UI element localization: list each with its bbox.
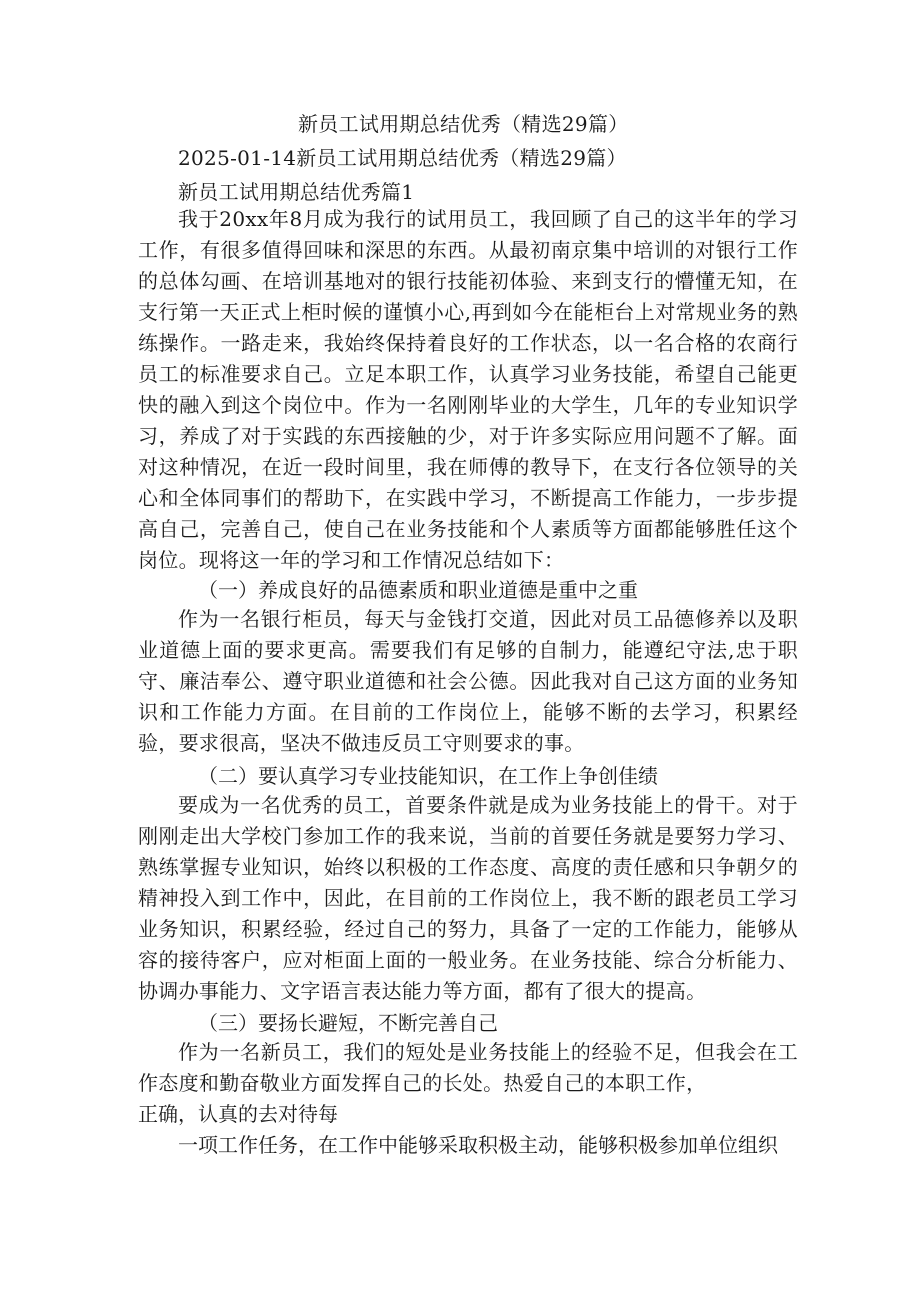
article-heading: 新员工试用期总结优秀篇1 xyxy=(178,180,415,204)
section3-heading: （三）要扬长避短，不断完善自己 xyxy=(198,1011,498,1035)
section3-paragraph: 作为一名新员工，我们的短处是业务技能上的经验不足，但我会在工作态度和勤奋敬业方面发挥自己的长处。热爱自己的本职工作， xyxy=(138,1040,798,1095)
section1-heading: （一）养成良好的品德素质和职业道德是重中之重 xyxy=(198,578,638,602)
section3-line2: 正确，认真的去对待每 xyxy=(138,1102,338,1126)
section2-heading: （二）要认真学习专业技能知识，在工作上争创佳绩 xyxy=(198,764,658,788)
section1-paragraph: 作为一名银行柜员，每天与金钱打交道，因此对员工品德修养以及职业道德上面的要求更高。需要我们有足够的自制力，能遵纪守法,忠于职守、廉洁奉公、遵守职业道德和社会公德。因此我对自己这方面的业务知识和工作能力方面。在目前的工作岗位上，能够不断的去学习，积累经验，要求很高，坚决不做违反员工守则要求的事。 xyxy=(138,607,798,755)
document-title: 新员工试用期总结优秀（精选29篇） xyxy=(298,112,629,136)
section2-paragraph: 要成为一名优秀的员工，首要条件就是成为业务技能上的骨干。对于刚刚走出大学校门参加工作的我来说，当前的首要任务就是要努力学习、熟练掌握专业知识，始终以积极的工作态度、高度的责任感和只争朝夕的精神投入到工作中，因此，在目前的工作岗位上，我不断的跟老员工学习业务知识，积累经验，经过自己的努力，具备了一定的工作能力，能够从容的接待客户，应对柜面上面的一般业务。在业务技能、综合分析能力、协调办事能力、文字语言表达能力等方面，都有了很大的提高。 xyxy=(138,793,798,1003)
section3-line3: 一项工作任务，在工作中能够采取积极主动，能够积极参加单位组织 xyxy=(178,1133,778,1157)
intro-paragraph: 我于20xx年8月成为我行的试用员工，我回顾了自己的这半年的学习工作，有很多值得回味和深思的东西。从最初南京集中培训的对银行工作的总体勾画、在培训基地对的银行技能初体验、来到支行的懵懂无知，在支行第一天正式上柜时候的谨慎小心,再到如今在能柜台上对常规业务的熟练操作。一路走来，我始终保持着良好的工作状态，以一名合格的农商行员工的标准要求自己。立足本职工作，认真学习业务技能，希望自己能更快的融入到这个岗位中。作为一名刚刚毕业的大学生，几年的专业知识学习，养成了对于实践的东西接触的少，对于许多实际应用问题不了解。面对这种情况，在近一段时间里，我在师傅的教导下，在支行各位领导的关心和全体同事们的帮助下，在实践中学习，不断提高工作能力，一步步提高自己，完善自己，使自己在业务技能和个人素质等方面都能够胜任这个岗位。现将这一年的学习和工作情况总结如下： xyxy=(138,207,798,572)
date-line: 2025-01-14新员工试用期总结优秀（精选29篇） xyxy=(178,146,627,170)
